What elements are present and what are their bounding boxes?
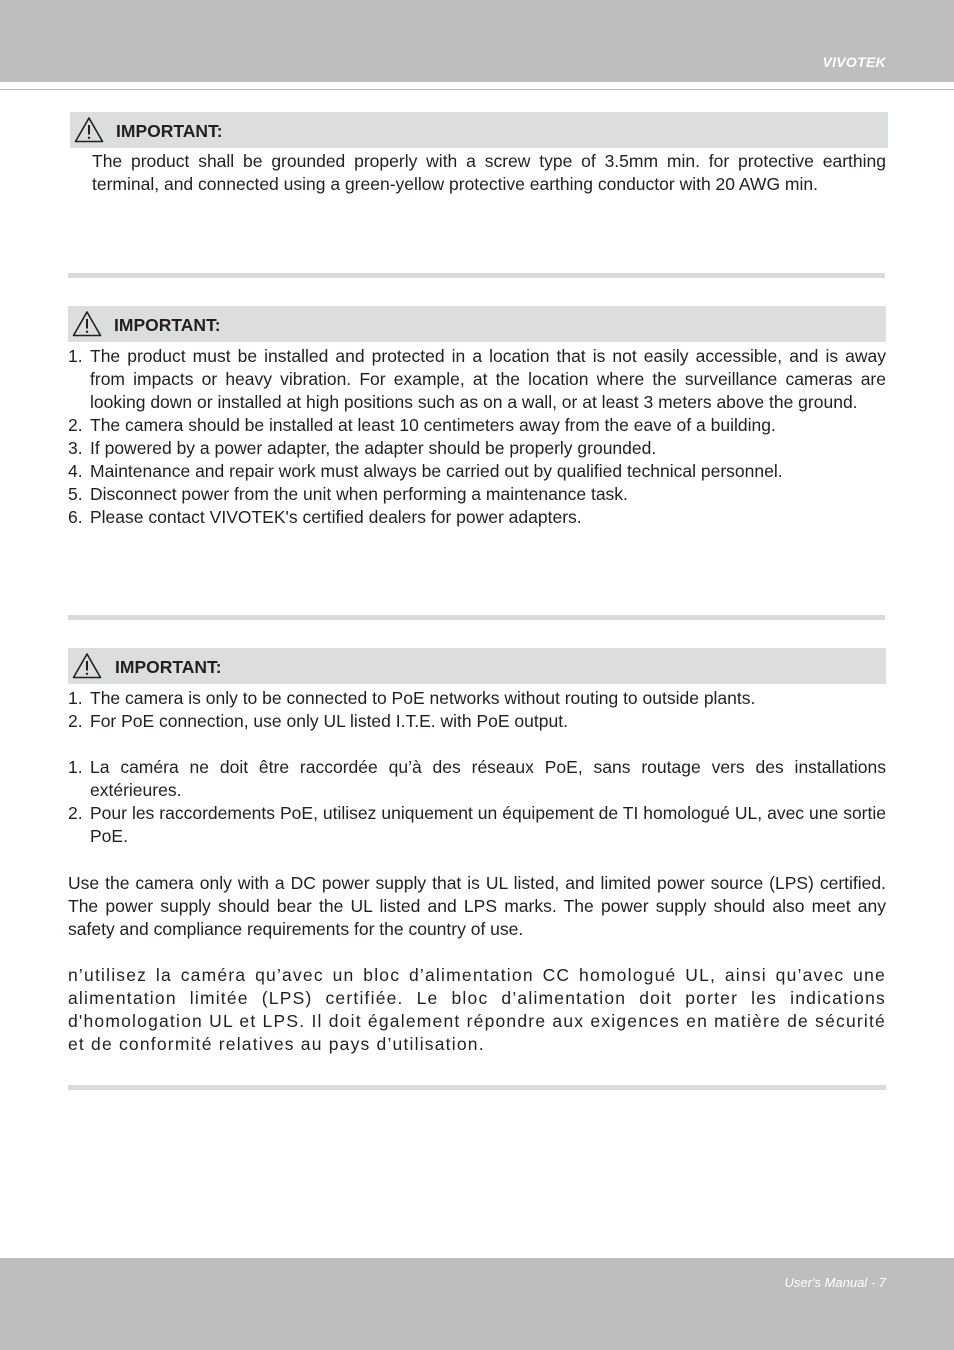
header-band bbox=[0, 0, 954, 82]
list-number: 1. bbox=[68, 757, 83, 777]
poe-list-en bbox=[68, 687, 886, 733]
list-item bbox=[68, 460, 886, 483]
brand-name: VIVOTEK bbox=[822, 54, 886, 70]
list-text: The product must be installed and protected in a location that is not easily accessible, and is away from impacts or heavy vibration. For example, at the location where the surveillance cameras are looking down or installed at high positions such as on a wall, or at least 3 meters above the ground. bbox=[90, 346, 886, 412]
section-separator bbox=[68, 615, 885, 620]
list-item bbox=[68, 756, 886, 802]
list-text: La caméra ne doit être raccordée qu’à des réseaux PoE, sans routage vers des installations extérieures. bbox=[90, 757, 886, 800]
list-number: 3. bbox=[68, 438, 83, 458]
list-number: 2. bbox=[68, 415, 83, 435]
important-bar bbox=[68, 648, 886, 684]
important-label: IMPORTANT: bbox=[115, 657, 222, 677]
list-item bbox=[68, 414, 886, 437]
power-supply-paragraph-fr: n’utilisez la caméra qu’avec un bloc d’alimentation CC homologué UL, ainsi qu’avec une alimentation limitée (LPS) certifiée. Le bloc d’alimentation doit porter les indications d'homologation UL et LPS. Il doit également répondre aux exigences en matière de sécurité et de conformité relatives au pays d’utilisation. bbox=[68, 965, 886, 1054]
list-text: Please contact VIVOTEK's certified dealers for power adapters. bbox=[90, 507, 582, 527]
power-supply-paragraph-en: Use the camera only with a DC power supply that is UL listed, and limited power source (LPS) certified. The power supply should bear the UL listed and LPS marks. The power supply should also meet any safety and compliance requirements for the country of use. bbox=[68, 873, 886, 939]
list-item bbox=[68, 710, 886, 733]
warning-icon bbox=[72, 310, 102, 337]
list-item bbox=[68, 345, 886, 414]
list-number: 5. bbox=[68, 484, 83, 504]
list-text: The camera should be installed at least 10 centimeters away from the eave of a building. bbox=[90, 415, 776, 435]
important-label: IMPORTANT: bbox=[114, 315, 221, 335]
list-item bbox=[68, 802, 886, 848]
grounding-paragraph: The product shall be grounded properly with a screw type of 3.5mm min. for protective earthing terminal, and connected using a green-yellow protective earthing conductor with 20 AWG min. bbox=[92, 151, 886, 194]
list-number: 1. bbox=[68, 346, 83, 366]
list-text: Maintenance and repair work must always be carried out by qualified technical personnel. bbox=[90, 461, 783, 481]
important-label: IMPORTANT: bbox=[116, 121, 223, 141]
list-item bbox=[68, 437, 886, 460]
warning-icon bbox=[74, 116, 104, 143]
section-separator bbox=[68, 273, 885, 278]
list-item bbox=[68, 687, 886, 710]
header-rule bbox=[0, 89, 954, 90]
list-text: The camera is only to be connected to PoE networks without routing to outside plants. bbox=[90, 688, 756, 708]
list-text: Pour les raccordements PoE, utilisez uniquement un équipement de TI homologué UL, avec une sortie PoE. bbox=[90, 803, 886, 846]
list-number: 2. bbox=[68, 711, 83, 731]
installation-list bbox=[68, 345, 886, 529]
warning-icon bbox=[72, 652, 102, 679]
list-number: 2. bbox=[68, 803, 83, 823]
poe-list-fr bbox=[68, 756, 886, 848]
list-text: If powered by a power adapter, the adapter should be properly grounded. bbox=[90, 438, 657, 458]
list-number: 1. bbox=[68, 688, 83, 708]
list-number: 6. bbox=[68, 507, 83, 527]
list-item bbox=[68, 506, 886, 529]
footer-band bbox=[0, 1258, 954, 1350]
page-number: User's Manual - 7 bbox=[784, 1275, 886, 1290]
important-bar bbox=[70, 112, 888, 148]
section-separator bbox=[68, 1085, 886, 1090]
list-text: For PoE connection, use only UL listed I.T.E. with PoE output. bbox=[90, 711, 568, 731]
list-text: Disconnect power from the unit when performing a maintenance task. bbox=[90, 484, 628, 504]
list-item bbox=[68, 483, 886, 506]
list-number: 4. bbox=[68, 461, 83, 481]
important-bar bbox=[68, 306, 886, 342]
